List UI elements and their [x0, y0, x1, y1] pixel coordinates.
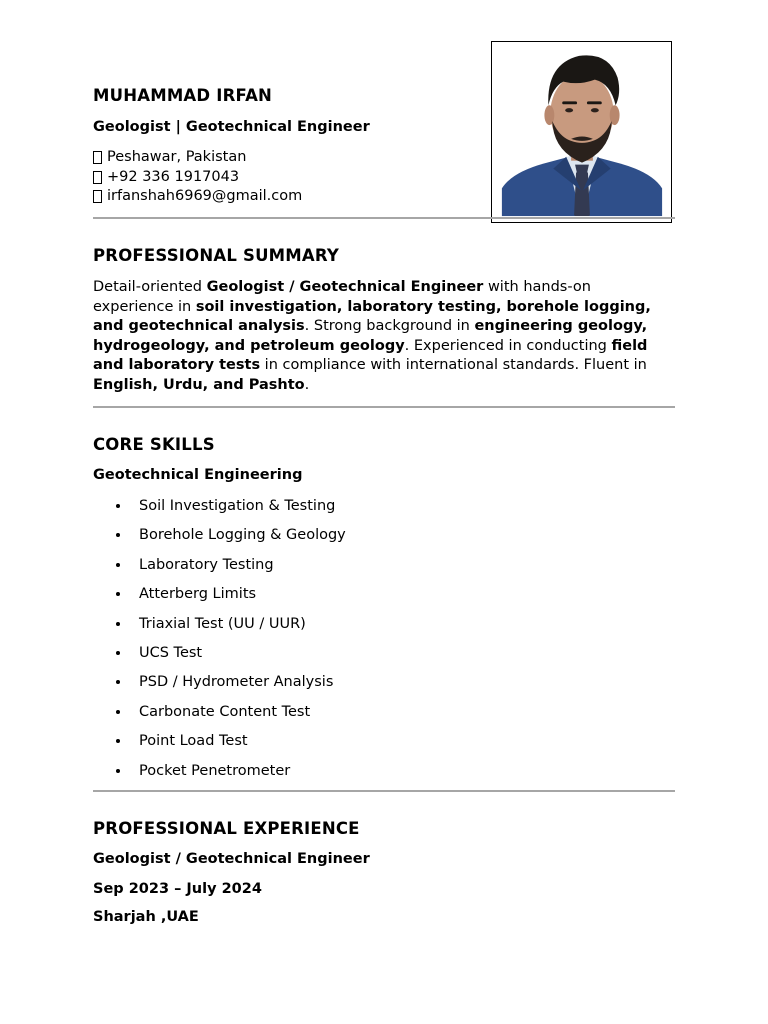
skills-category: Geotechnical Engineering [93, 467, 303, 483]
skill-item [93, 614, 346, 643]
skill-item [93, 555, 346, 584]
skill-item [93, 525, 346, 554]
profile-photo [491, 41, 672, 223]
skill-label: Borehole Logging & Geology [139, 527, 346, 544]
bullet-icon [116, 710, 120, 714]
candidate-name: MUHAMMAD IRFAN [93, 86, 273, 105]
bullet-icon [116, 504, 120, 508]
experience-heading: PROFESSIONAL EXPERIENCE [93, 819, 360, 838]
summary-segment: Detail-oriented [93, 279, 207, 295]
skill-item [93, 731, 346, 760]
location-text: Peshawar, Pakistan [107, 149, 247, 165]
skill-item [93, 584, 346, 613]
skills-divider [93, 790, 675, 792]
bullet-icon [116, 592, 120, 596]
email-text: irfanshah6969@gmail.com [107, 188, 303, 204]
skill-label: Laboratory Testing [139, 556, 274, 573]
summary-segment: . Strong background in [304, 318, 475, 334]
bullet-icon [116, 533, 120, 537]
bullet-icon [116, 769, 120, 773]
skill-label: Pocket Penetrometer [139, 762, 291, 779]
summary-divider [93, 406, 675, 408]
summary-segment: . [304, 376, 310, 393]
summary-segment: field and laboratory tests [93, 337, 648, 373]
bullet-icon [116, 622, 120, 626]
bullet-icon [116, 651, 120, 655]
skill-label: Carbonate Content Test [139, 703, 311, 720]
contact-phone [93, 168, 302, 188]
experience-dates: Sep 2023 – July 2024 [93, 881, 262, 897]
summary-segment: English, Urdu, and Pashto [93, 376, 305, 393]
summary-heading: PROFESSIONAL SUMMARY [93, 246, 340, 265]
contact-email [93, 187, 302, 207]
skill-label: Soil Investigation & Testing [139, 498, 336, 514]
summary-segment: Geologist / Geotechnical Engineer [206, 279, 484, 295]
skill-label: Atterberg Limits [139, 586, 257, 603]
header-divider [93, 217, 675, 219]
skill-item [93, 643, 346, 672]
phone-icon [93, 171, 102, 184]
candidate-title: Geologist | Geotechnical Engineer [93, 119, 370, 135]
experience-location: Sharjah ,UAE [93, 909, 199, 925]
bullet-icon [116, 563, 120, 567]
summary-segment: . Experienced in conducting [404, 337, 612, 354]
bullet-icon [116, 680, 120, 684]
summary-segment: engineering geology, hydrogeology, and petroleum geology [93, 318, 648, 354]
contact-info [93, 148, 302, 207]
skills-heading: CORE SKILLS [93, 435, 215, 454]
skill-label: UCS Test [139, 644, 203, 661]
contact-location [93, 148, 302, 168]
location-icon [93, 151, 102, 164]
phone-text: +92 336 1917043 [107, 168, 240, 185]
resume-page [93, 0, 675, 1024]
summary-text [93, 278, 675, 395]
skill-item [93, 496, 346, 525]
summary-segment: in compliance with international standards. Fluent in [260, 357, 647, 373]
skill-label: PSD / Hydrometer Analysis [139, 674, 334, 691]
skill-label: Point Load Test [139, 733, 248, 750]
skills-list [93, 496, 346, 790]
bullet-icon [116, 739, 120, 743]
experience-role: Geologist / Geotechnical Engineer [93, 851, 370, 867]
skill-item [93, 672, 346, 701]
summary-segment: soil investigation, laboratory testing, borehole logging, and geotechnical analysis [93, 298, 651, 334]
skill-label: Triaxial Test (UU / UUR) [139, 615, 306, 632]
skill-item [93, 761, 346, 790]
email-icon [93, 190, 102, 203]
summary-segment: with hands-on experience in [93, 279, 591, 315]
skill-item [93, 702, 346, 731]
